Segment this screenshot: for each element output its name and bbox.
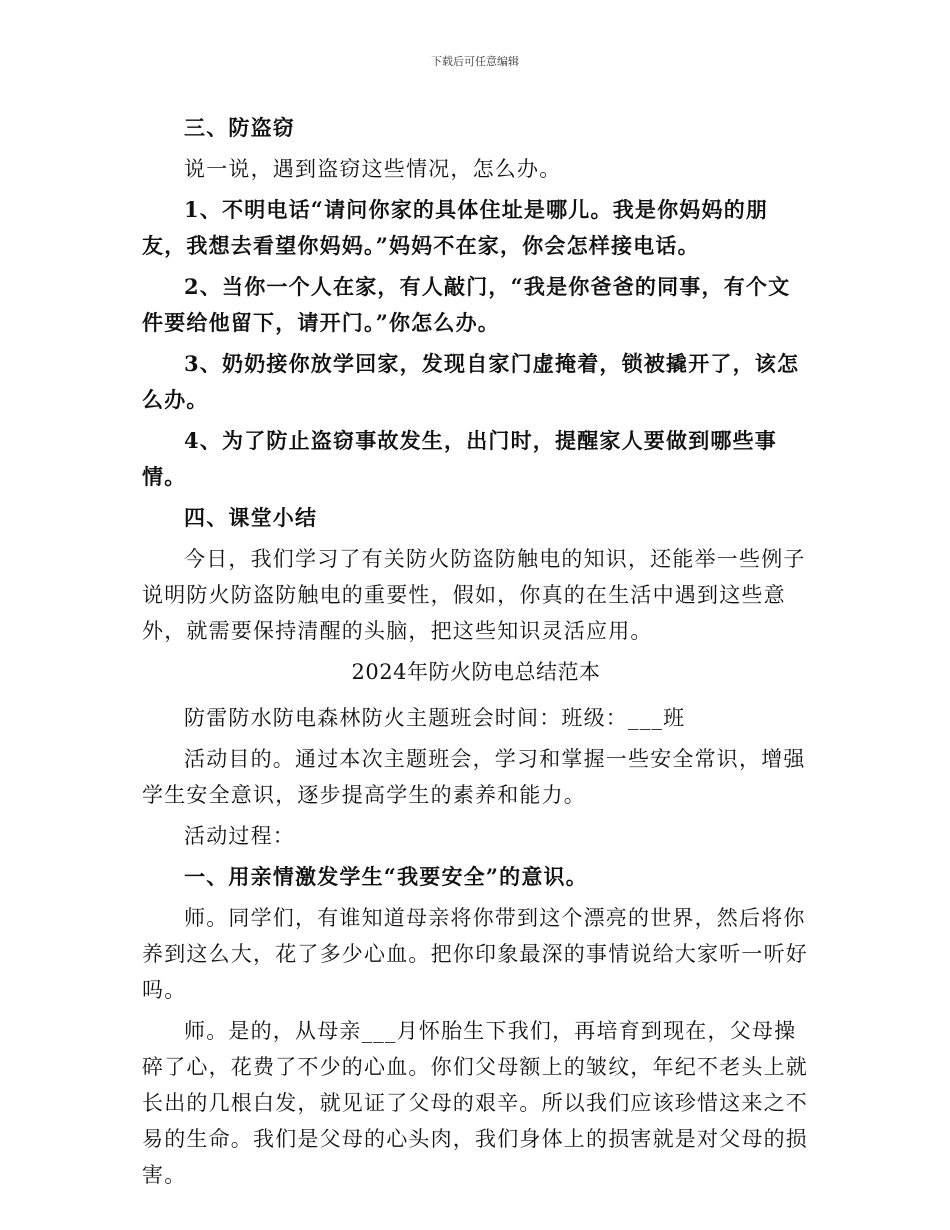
question-item: 3、奶奶接你放学回家，发现自家门虚掩着，锁被撬开了，该怎么办。 [142,351,800,412]
paragraph: 活动过程： [184,824,295,848]
page-header: 下载后可任意编辑 [431,55,519,68]
paragraph: 师。同学们，有谁知道母亲将你带到这个漂亮的世界，然后将你养到这么大，花了多少心血。把你印象最深的事情说给大家听一听好吗。 [142,906,808,1002]
document-title: 2024年防火防电总结范本 [351,660,601,684]
paragraph: 活动目的。通过本次主题班会，学习和掌握一些安全常识，增强学生安全意识，逐步提高学生的素养和能力。 [142,747,806,807]
question-item: 1、不明电话“请问你家的具体住址是哪儿。我是你妈妈的朋友，我想去看望你妈妈。”妈妈不在家，你会怎样接电话。 [142,197,769,258]
section-heading-anti-theft: 三、防盗窃 [184,115,295,140]
section-heading-summary: 四、课堂小结 [184,505,318,530]
document-body [142,110,810,1198]
section-heading: 一、用亲情激发学生“我要安全”的意识。 [184,864,588,889]
paragraph: 说一说，遇到盗窃这些情况，怎么办。 [184,157,562,181]
paragraph: 防雷防水防电森林防火主题班会时间：班级：___班 [184,706,686,730]
question-item: 4、为了防止盗窃事故发生，出门时，提醒家人要做到哪些事情。 [142,428,778,489]
question-item: 2、当你一个人在家，有人敲门，“我是你爸爸的同事，有个文件要给他留下，请开门。”你怎么办。 [142,274,791,335]
paragraph: 师。是的，从母亲___月怀胎生下我们，再培育到现在，父母操碎了心，花费了不少的心血。你们父母额上的皱纹，年纪不老头上就长出的几根白发，就见证了父母的艰辛。所以我们应该珍惜这来之不易的生命。我们是父母的心头肉，我们身体上的损害就是对父母的损害。 [142,1019,808,1187]
paragraph: 今日，我们学习了有关防火防盗防触电的知识，还能举一些例子说明防火防盗防触电的重要性，假如，你真的在生活中遇到这些意外，就需要保持清醒的头脑，把这些知识灵活应用。 [142,547,806,643]
